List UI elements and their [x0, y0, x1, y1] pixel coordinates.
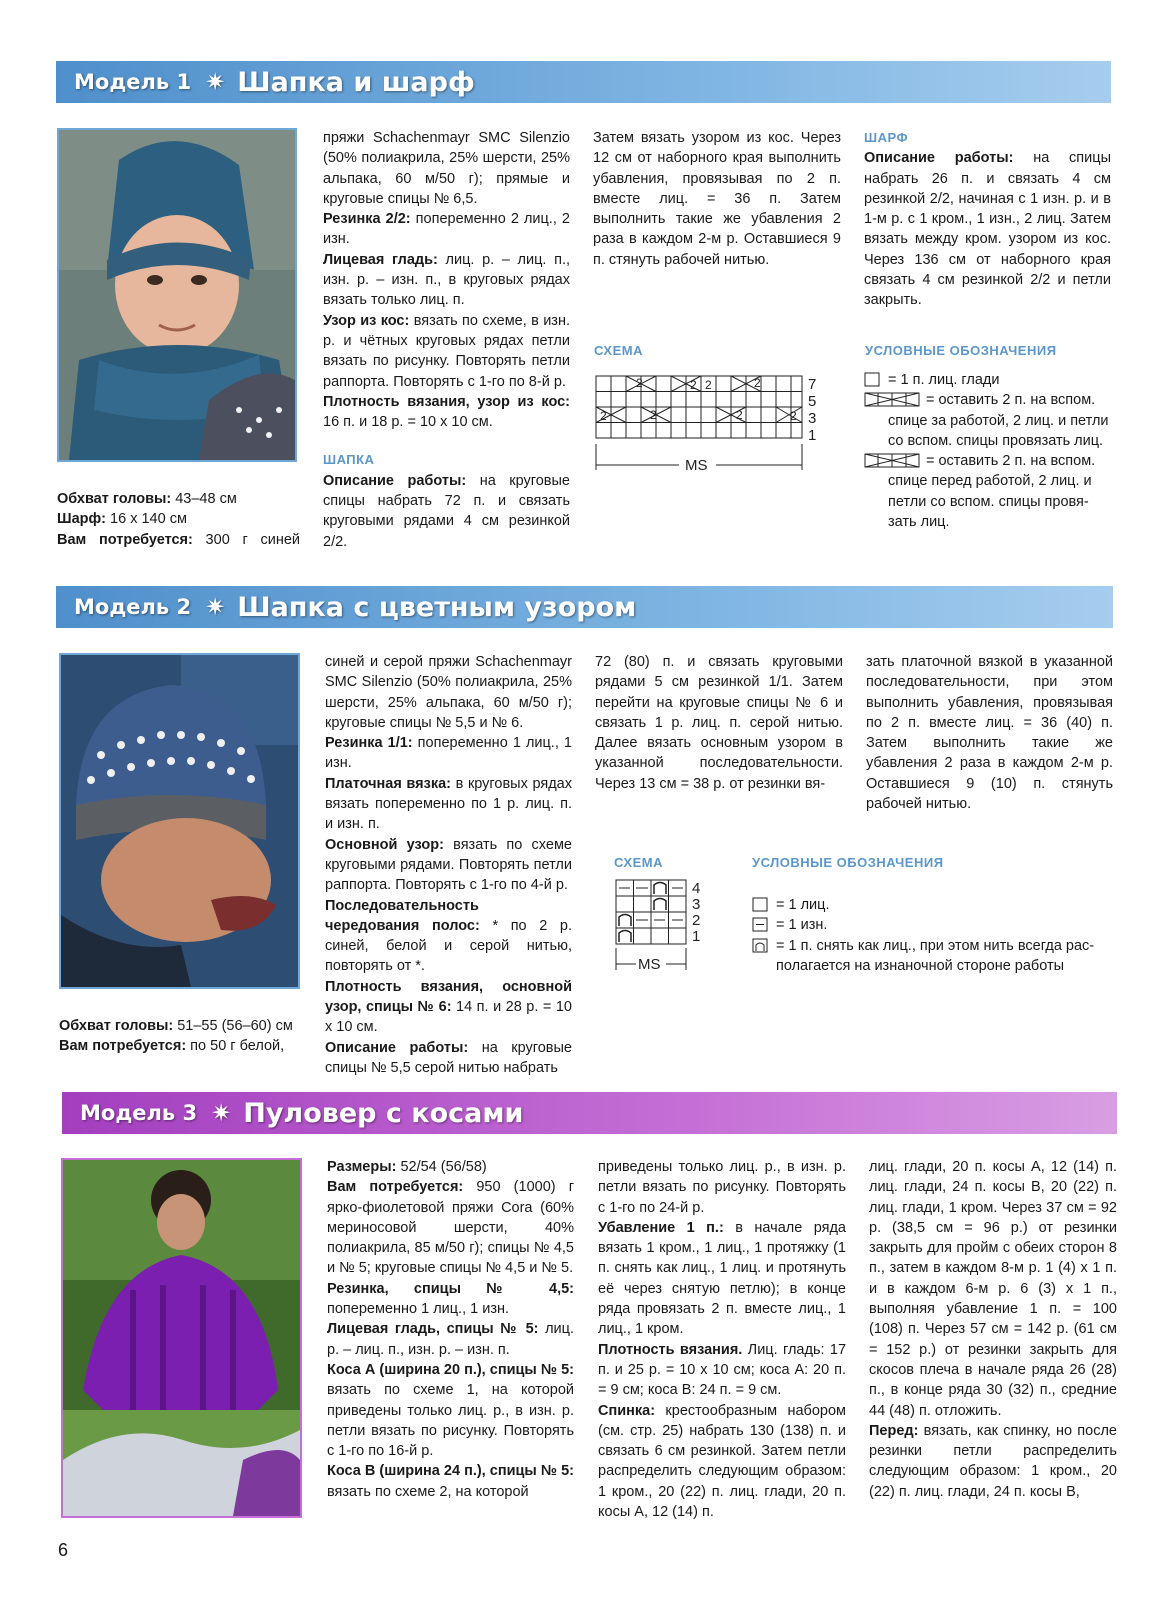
paragraph: Описание работы: на спицы набрать 26 п. и связать 4 см резинкой 2/2, начиная с 1 изн. р. и в 1-м р. с 1 кром., 1 изн., 2 лиц. Затем вязать между кром. узором из кос. Через 136 см от наборного края связать 4 см резинкой 2/2 и петли закрыть.	[864, 150, 1111, 309]
cross-label: 2	[790, 409, 797, 423]
model2-text-column-2	[325, 652, 572, 1078]
model2-legend-title: УСЛОВНЫЕ ОБОЗНАЧЕНИЯ	[752, 855, 944, 870]
paragraph: Лицевая гладь, спицы № 5: лиц. р. – лиц. п., изн. р. – изн. п.	[327, 1321, 574, 1358]
slip-stitch-icon	[752, 936, 770, 954]
paragraph: Основной узор: вязать по схеме круговыми рядами. Повторять петли раппорта. Повторять с 1-го по 4-й р.	[325, 836, 572, 894]
paragraph: приведены только лиц. р., в изн. р. петли вязать по рисунку. Повторять с 1-го по 24-й р.	[598, 1159, 846, 1216]
knit-stitch-icon	[864, 370, 882, 388]
model1-text-column-2	[323, 128, 570, 552]
repeat-label: MS	[638, 956, 661, 972]
paragraph: зать платочной вязкой в указанной последовательности, при этом выполнить убавления, провязывая по 2 п. вместе лиц. = 36 (40) п. Затем выполнить такие же убавления 2 раза в каждом 2-м р. Оставшиеся 9 (10) п. стянуть рабочей нитью.	[866, 654, 1113, 813]
row-label: 3	[692, 896, 701, 913]
spec-line: Обхват головы: 43–48 см	[57, 491, 237, 507]
row-label: 3	[808, 410, 817, 427]
cross-label: 2	[754, 376, 761, 390]
model2-banner	[56, 586, 1113, 628]
paragraph: Спинка: крестообразным набором (см. стр. 25) набрать 130 (138) п. и связать 6 см резинкой. Затем петли распределить следующим образом: 1 кром., 20 (22) п. лиц. глади, 20 п. косы А, 12 (14) п.	[598, 1402, 846, 1521]
paragraph: лиц. глади, 20 п. косы А, 12 (14) п. лиц. глади, 24 п. косы В, 20 (22) п. лиц. глади, 1 кром. Через 37 см = 92 р. (38,5 см = 96 р.) от резинки закрыть для пройм с обеих сторон 8 п., затем в каждом 8-м р. 1 (4) х 1 п. и в каждом 6-м р. 6 (3) х 1 п., выполняя убавление 1 п. = 100 (108) п. Через 57 см = 142 р. (61 см = 152 р.) от резинки закрыть для скосов плеча в начале ряда 26 (28) п., в конце ряда 30 (32) п., средние 44 (48) п. отложить.	[869, 1159, 1117, 1419]
row-label: 4	[692, 880, 701, 897]
legend-row: = 1 изн.	[752, 915, 1122, 935]
model3-banner	[62, 1092, 1117, 1134]
model2-stitch-chart	[614, 878, 714, 972]
model2-banner-number: Модель 2	[74, 595, 192, 619]
model2-chart-label: СХЕМА	[614, 855, 663, 870]
model1-text-column-3	[593, 128, 841, 270]
cross-label: 2	[690, 378, 697, 392]
paragraph: Размеры: 52/54 (56/58)	[327, 1159, 487, 1175]
paragraph: Узор из кос: вязать по схеме, в изн. р. и чётных круговых рядах петли вязать по рисунку. Повторять петли раппорта. Повторять с 1-го по 8-й р.	[323, 312, 570, 390]
model2-banner-title: Шапка с цветным узором	[237, 591, 637, 623]
cross-label: 2	[736, 408, 743, 422]
paragraph: Платочная вязка: в круговых рядах вязать попеременно по 1 р. лиц. п. и изн. п.	[325, 775, 572, 833]
row-label: 2	[692, 912, 701, 929]
model1-banner-number: Модель 1	[74, 70, 192, 94]
paragraph: 72 (80) п. и связать круговыми рядами 5 см резинкой 1/1. Затем перейти на круговые спицы № 6 и связать 1 р. лиц. п. серой нитью. Далее вязать основным узором в указанной последовательности. Через 13 см = 38 р. от резинки вя-	[595, 654, 843, 792]
cross-label: 2	[600, 409, 607, 423]
paragraph: Лицевая гладь: лиц. р. – лиц. п., изн. р. – изн. п., в круговых рядах вязать только лиц. п.	[323, 251, 570, 309]
paragraph: Затем вязать узором из кос. Через 12 см от наборного края выполнить убавления, провязывая по 2 п. вместе лиц. = 36 п. Затем выполнить такие же убавления 2 раза в каждом 2-м р. Оставшиеся 9 п. стянуть рабочей нитью.	[593, 130, 841, 268]
model2-photo-man-hat	[59, 653, 300, 989]
paragraph: Резинка, спицы № 4,5: попеременно 1 лиц., 1 изн.	[327, 1280, 574, 1318]
paragraph: Коса А (ширина 20 п.), спицы № 5: вязать по схеме 1, на которой приведены только лиц. р., в изн. р. петли вязать по рисунку. Повторять с 1-го по 16-й р.	[327, 1361, 574, 1460]
star-icon: ✷	[205, 68, 226, 96]
model3-photo-man-purple-pullover	[61, 1158, 302, 1518]
row-label: 7	[808, 376, 817, 393]
row-label: 1	[692, 928, 701, 945]
paragraph: Перед: вязать, как спинку, но после резинки петли распределить следующим образом: 1 кром., 20 (22) п. лиц. глади, 24 п. косы В,	[869, 1422, 1117, 1500]
cross-label: 2	[650, 408, 657, 422]
spec-line: Вам потребуется: по 50 г белой,	[59, 1038, 285, 1055]
model1-specs	[57, 489, 300, 550]
spec-line: Вам потребуется: 300 г синей	[57, 531, 300, 548]
paragraph: Убавление 1 п.: в начале ряда вязать 1 кром., 1 лиц., 1 протяжку (1 п. снять как лиц., 1 лиц. и протянуть её через снятую петлю); в конце ряда провязать 2 п. вместе лиц., 1 лиц., 1 кром.	[598, 1219, 846, 1338]
paragraph: Резинка 2/2: попеременно 2 лиц., 2 изн.	[323, 211, 570, 248]
spec-line: Обхват головы: 51–55 (56–60) см	[59, 1018, 293, 1034]
paragraph: Последовательность чередования полос: * по 2 р. синей, белой и серой нитью, повторять от *.	[325, 897, 572, 975]
spec-line: Шарф: 16 х 140 см	[57, 511, 187, 528]
model1-cable-chart	[594, 374, 824, 474]
model3-text-column-3	[598, 1157, 846, 1522]
model1-text-column-4	[864, 128, 1111, 311]
model2-specs	[59, 1016, 302, 1057]
paragraph: Резинка 1/1: попеременно 1 лиц., 1 изн.	[325, 735, 572, 772]
row-label: 5	[808, 393, 817, 410]
model2-text-column-4	[866, 652, 1113, 814]
model2-text-column-3	[595, 652, 843, 794]
paragraph: пряжи Schachenmayr SMC Silenzio (50% полиакрила, 25% шерсти, 25% альпака, 60 м/50 г); прямые и круговые спицы № 6,5.	[323, 130, 570, 207]
paragraph: Плотность вязания. Лиц. гладь: 17 п. и 25 р. = 10 х 10 см; коса А: 20 п. = 9 см; коса В: 24 п. = 9 см.	[598, 1341, 847, 1399]
cross-label: 2	[705, 378, 712, 392]
model1-legend: = 1 п. лиц. глади = оставить 2 п. на вспом. спице за работой, 2 лиц. и петли со вспом. спицы провязать лиц. = оставить 2 п. на вспом. спице перед работой, 2 лиц. и петли со вспом. спицы провя- зать лиц.	[864, 370, 1114, 532]
legend-row: = оставить 2 п. на вспом.	[864, 451, 1114, 471]
model3-banner-number: Модель 3	[80, 1101, 198, 1125]
paragraph: Описание работы: на круговые спицы № 5,5 серой нитью набрать	[325, 1039, 572, 1076]
repeat-label: MS	[685, 457, 708, 474]
cross-label: 2	[636, 376, 643, 390]
legend-row: = 1 п. лиц. глади	[864, 370, 1114, 390]
model3-text-column-2	[327, 1157, 574, 1502]
paragraph: Плотность вязания, основной узор, спицы № 6: 14 п. и 28 р. = 10 х 10 см.	[325, 978, 572, 1036]
scarf-section-heading: ШАРФ	[864, 130, 909, 145]
page-number: 6	[58, 1540, 69, 1560]
hat-section-heading: ШАПКА	[323, 452, 375, 468]
model1-chart-label: СХЕМА	[594, 343, 643, 358]
star-icon: ✷	[205, 593, 226, 621]
paragraph: Описание работы: на круговые спицы набрать 72 п. и связать круговыми рядами 4 см резинкой 2/2.	[323, 472, 570, 550]
row-label: 1	[808, 427, 817, 444]
legend-row: = 1 п. снять как лиц., при этом нить всегда рас-	[752, 936, 1122, 956]
model2-legend: = 1 лиц. = 1 изн. = 1 п. снять как лиц., при этом нить всегда рас- полагается на изнаночной стороне работы	[752, 895, 1122, 976]
star-icon: ✷	[211, 1099, 232, 1127]
knit-stitch-icon	[752, 895, 770, 913]
paragraph: Вам потребуется: 950 (1000) г ярко-фиолетовой пряжи Cora (60% мериносовой шерсти, 40% полиакрила, 85 м/50 г); спицы № 4,5 и № 5; круговые спицы № 4,5 и № 5.	[327, 1179, 575, 1277]
model1-photo-boy-hat-scarf	[57, 128, 297, 462]
legend-row: = оставить 2 п. на вспом.	[864, 390, 1114, 410]
model3-text-column-4	[869, 1157, 1117, 1502]
legend-row: = 1 лиц.	[752, 895, 1122, 915]
cable-front-icon	[864, 451, 920, 469]
purl-stitch-icon	[752, 915, 770, 933]
model3-banner-title: Пуловер с косами	[243, 1097, 524, 1129]
paragraph: Коса В (ширина 24 п.), спицы № 5: вязать по схеме 2, на которой	[327, 1463, 574, 1500]
cable-back-icon	[864, 390, 920, 408]
paragraph: Плотность вязания, узор из кос: 16 п. и 18 р. = 10 х 10 см.	[323, 393, 570, 431]
model1-legend-title: УСЛОВНЫЕ ОБОЗНАЧЕНИЯ	[865, 343, 1057, 358]
paragraph: синей и серой пряжи Schachenmayr SMC Silenzio (50% полиакрила, 25% шерсти, 25% альпака, 60 м/50 г); круговые спицы № 5,5 и № 6.	[325, 654, 572, 731]
model1-banner-title: Шапка и шарф	[237, 66, 475, 98]
model1-banner	[56, 61, 1111, 103]
